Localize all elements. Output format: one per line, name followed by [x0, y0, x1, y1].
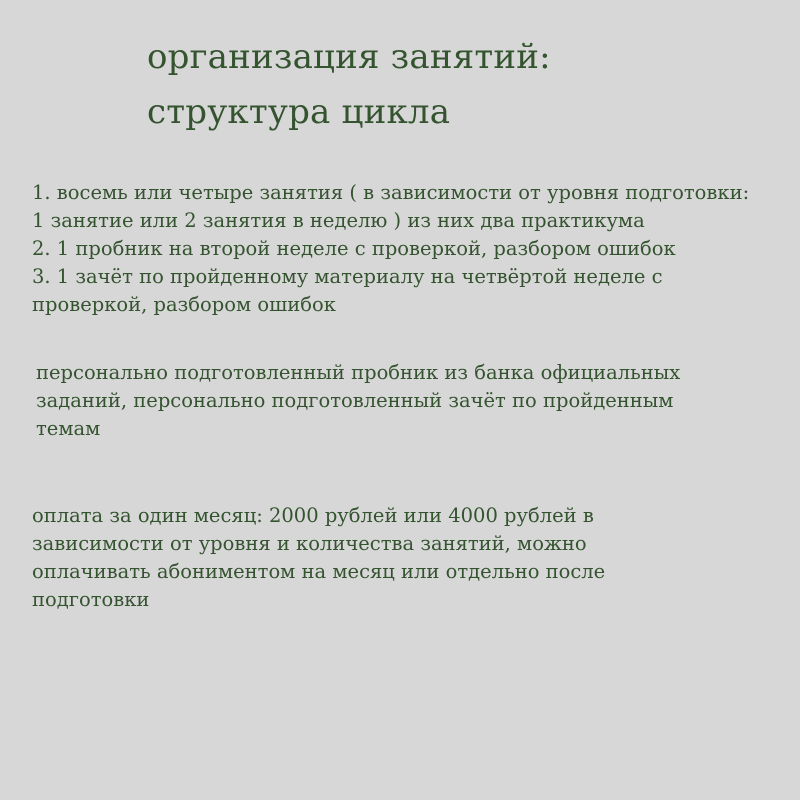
text-line: зависимости от уровня и количества занятий, можно: [32, 532, 587, 555]
text-line: темам: [36, 417, 101, 440]
personal-materials-paragraph: [36, 359, 680, 443]
list-item: 3. 1 зачёт по пройденному материалу на четвёртой неделе с: [32, 265, 663, 288]
list-item: 2. 1 пробник на второй неделе с проверкой, разбором ошибок: [32, 237, 676, 260]
cycle-structure-list: [32, 179, 749, 319]
text-line: оплата за один месяц: 2000 рублей или 4000 рублей в: [32, 504, 594, 527]
title-line: организация занятий:: [147, 37, 551, 77]
page-title: [147, 30, 551, 140]
text-line: подготовки: [32, 588, 150, 611]
list-item: 1. восемь или четыре занятия ( в зависимости от уровня подготовки:: [32, 181, 750, 204]
title-line: структура цикла: [147, 92, 451, 132]
text-line: заданий, персонально подготовленный зачёт по пройденным: [36, 389, 674, 412]
list-item-continuation: проверкой, разбором ошибок: [32, 293, 336, 316]
list-item-continuation: 1 занятие или 2 занятия в неделю ) из них два практикума: [32, 209, 645, 232]
payment-paragraph: [32, 502, 605, 614]
text-line: персонально подготовленный пробник из банка официальных: [36, 361, 681, 384]
text-line: оплачивать абониментом на месяц или отдельно после: [32, 560, 606, 583]
